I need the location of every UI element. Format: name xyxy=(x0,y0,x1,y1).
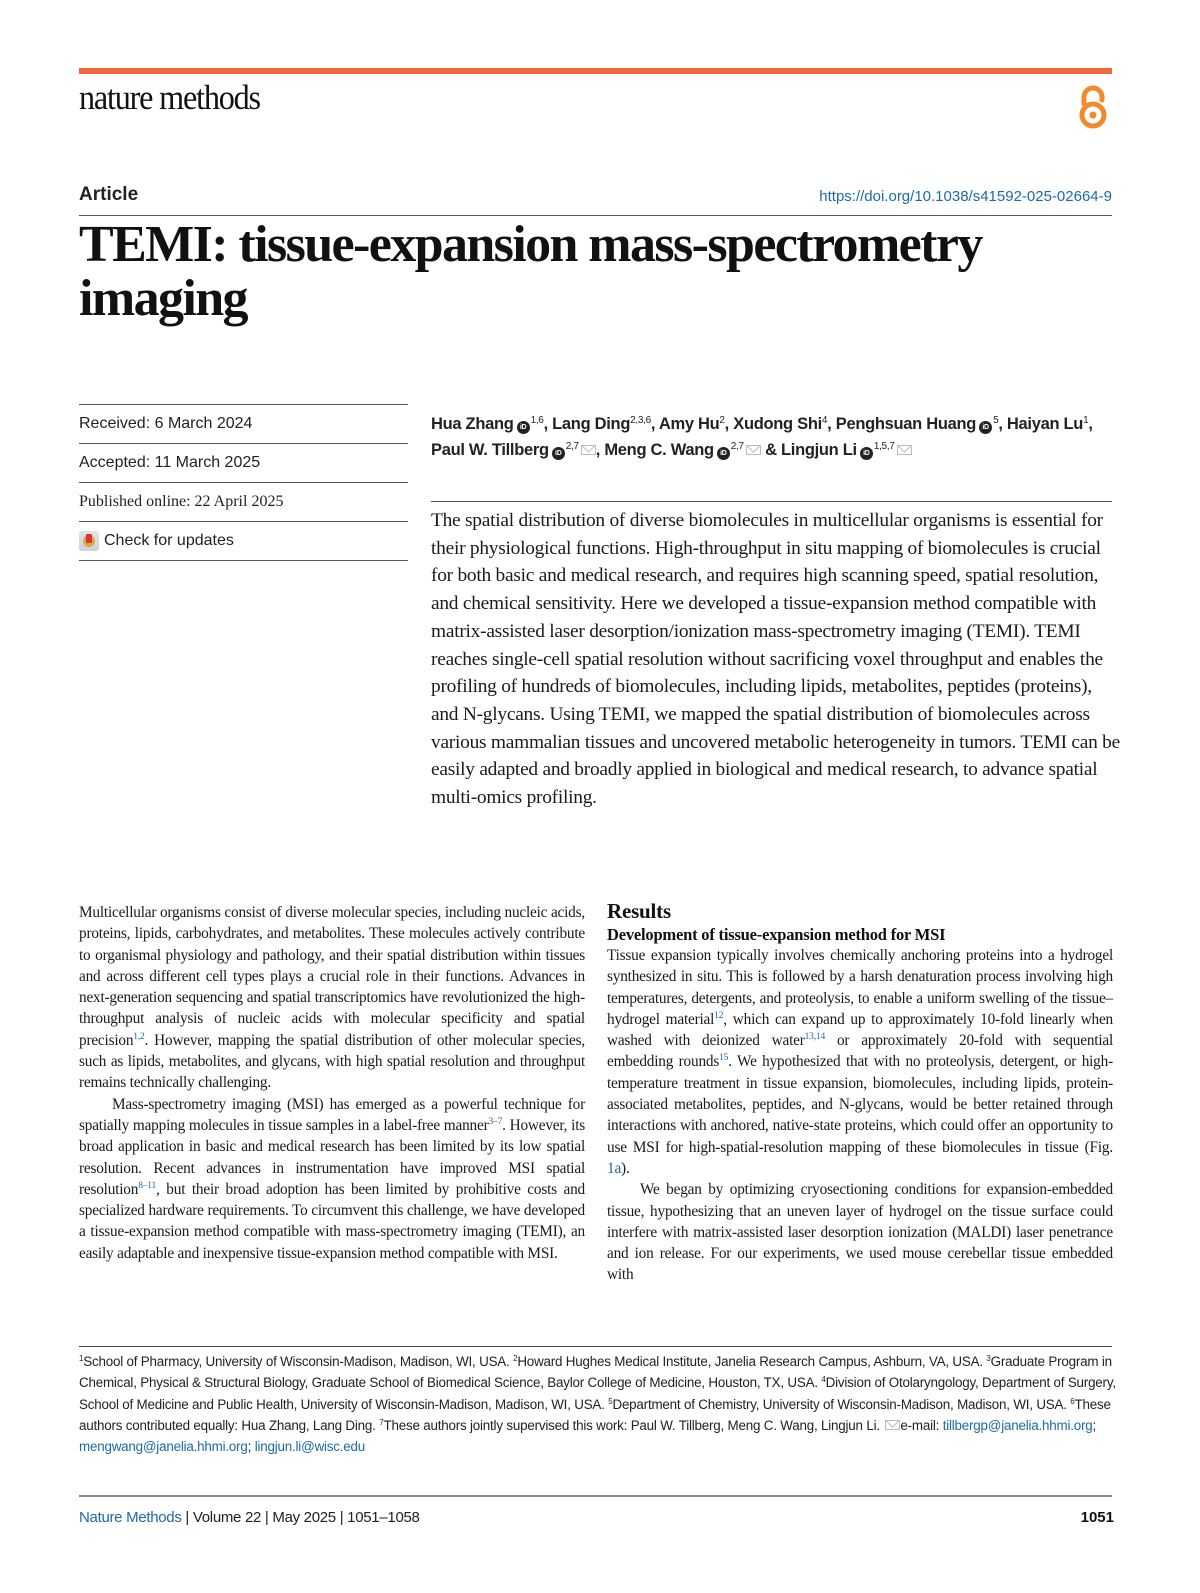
email-icon[interactable] xyxy=(746,445,761,455)
affiliation-ref: 1,6 xyxy=(530,415,544,426)
author[interactable]: Lingjun Li xyxy=(781,441,857,459)
affiliation-ref: 5 xyxy=(993,415,999,426)
author-separator: , xyxy=(998,415,1007,433)
orcid-icon[interactable]: iD xyxy=(552,447,565,460)
results-column xyxy=(607,898,1113,1286)
article-type: Article xyxy=(79,184,139,205)
page-number: 1051 xyxy=(1080,1509,1114,1526)
author[interactable]: Amy Hu xyxy=(658,415,720,433)
received-date: Received: 6 March 2024 xyxy=(79,404,408,443)
author-separator: , xyxy=(827,415,836,433)
section-heading: Results xyxy=(607,899,671,923)
email-icon xyxy=(885,1420,900,1430)
author-separator: , xyxy=(650,415,659,433)
journal-accent-bar xyxy=(79,68,1112,74)
introduction-column xyxy=(79,902,585,1264)
divider xyxy=(431,501,1112,502)
open-access-lock-icon xyxy=(1076,84,1110,130)
divider xyxy=(79,1495,1112,1497)
subsection-heading: Development of tissue-expansion method for MSI xyxy=(607,925,946,944)
author[interactable]: Lang Ding xyxy=(552,415,631,433)
divider xyxy=(79,1346,1112,1347)
author[interactable]: Haiyan Lu xyxy=(1006,415,1084,433)
affiliation-ref: 1 xyxy=(1083,415,1089,426)
doi-link[interactable]: https://doi.org/10.1038/s41592-025-02664-9 xyxy=(819,188,1112,205)
author-separator: , xyxy=(595,441,605,459)
orcid-icon[interactable]: iD xyxy=(860,447,873,460)
abstract: The spatial distribution of diverse biomolecules in multicellular organisms is essential for their physiological functions. High-throughput in situ mapping of biomolecules is crucial for both basic and medical research, and requires high scanning speed, spatial resolution, and chemical sensitivity. Here we developed a tissue-expansion method compatible with matrix-assisted laser desorption/ionization mass-spectrometry imaging (TEMI). TEMI reaches single-cell spatial resolution without sacrificing voxel throughput and enables the profiling of hundreds of biomolecules, including lipids, metabolites, peptides (proteins), and N-glycans. Using TEMI, we mapped the spatial distribution of biomolecules across various mammalian tissues and uncovered metabolic heterogeneity in tumors. TEMI can be easily adapted and broadly applied in biological and medical research, to advance spatial multi-omics profiling. xyxy=(431,510,1120,809)
email-icon[interactable] xyxy=(897,445,912,455)
author[interactable]: Xudong Shi xyxy=(733,415,822,433)
check-updates-label: Check for updates xyxy=(104,532,234,549)
author-list xyxy=(431,411,1121,463)
citation-link[interactable]: 8–11 xyxy=(138,1180,157,1191)
email-link[interactable]: lingjun.li@wisc.edu xyxy=(254,1439,365,1455)
publication-dates xyxy=(79,404,408,561)
intro-paragraph: Mass-spectrometry imaging (MSI) has emerged as a powerful technique for spatially mapping molecules in tissue samples in a label-free manner$^{3-7}$. However, its broad application in basic and medical research has been limited by its low spatial resolution. Recent advances in instrumentation have improved MSI spatial resolution$^{8-11}$, but their broad adoption has been limited by prohibitive costs and specialized hardware requirements. To circumvent this challenge, we have developed a tissue-expansion method compatible with mass-spectrometry imaging (TEMI), an easily adaptable and inexpensive tissue-expansion method compatible with MSI. xyxy=(79,1095,585,1262)
affiliations: $^1$School of Pharmacy, University of Wisconsin-Madison, Madison, WI, USA. $^2$Howard Hughes Medical Institute, Janelia Research Campus, Ashburn, VA, USA. $^3$Graduate Program in Chemical, Physical & Structural Biology, Graduate School of Biomedical Science, Baylor College of Medicine, Houston, TX, USA. $^4$Division of Otolaryngology, Department of Surgery, School of Medicine and Public Health, University of Wisconsin-Madison, Madison, WI, USA. $^5$Department of Chemistry, University of Wisconsin-Madison, Madison, WI, USA. $^6$These authors contributed equally: Hua Zhang, Lang Ding. $^7$These authors jointly supervised this work: Paul W. Tillberg, Meng C. Wang, Lingjun Li. e-mail: tillbergp@janelia.hhmi.org; mengwang@janelia.hhmi.org; lingjun.li@wisc.edu xyxy=(79,1354,1116,1455)
author[interactable]: Hua Zhang xyxy=(431,415,514,433)
author-separator: , xyxy=(724,415,734,433)
email-icon[interactable] xyxy=(581,445,596,455)
footer-citation: Nature Methods | Volume 22 | May 2025 | 1051–1058 xyxy=(79,1509,420,1526)
affiliation-ref: 1,5,7 xyxy=(873,441,895,452)
author[interactable]: Penghsuan Huang xyxy=(835,415,977,433)
citation-link[interactable]: 1,2 xyxy=(133,1031,145,1042)
check-updates-icon xyxy=(79,531,99,551)
author-separator: & xyxy=(760,441,781,459)
results-paragraph: Tissue expansion typically involves chemically anchoring proteins into a hydrogel synthesized in situ. This is followed by a harsh denaturation process involving high temperatures, detergents, and proteolysis, to enable a uniform swelling of the tissue–hydrogel material$^{12}$, which can expand up to approximately 10-fold linearly when washed with deionized water$^{13,14}$ or approximately 20-fold with sequential embedding rounds$^{15}$. We hypothesized that with no proteolysis, detergent, or high-temperature treatment in tissue expansion, biomolecules, including lipids, protein-associated metabolites, peptides, and N-glycans, would be better retained through interactions with anchored, native-state proteins, which could offer an opportunity to use MSI for high-spatial-resolution mapping of these biomolecules in tissue (Fig. 1a). xyxy=(607,947,1114,1177)
journal-logo: nature methods xyxy=(79,78,260,117)
citation-link[interactable]: 13,14 xyxy=(804,1032,826,1043)
author-separator: , xyxy=(543,415,553,433)
affiliation-ref: 2,3,6 xyxy=(630,415,651,426)
email-link[interactable]: mengwang@janelia.hhmi.org xyxy=(79,1439,248,1455)
journal-link[interactable]: Nature Methods xyxy=(79,1509,182,1526)
citation-link[interactable]: 3–7 xyxy=(488,1116,503,1127)
intro-paragraph: Multicellular organisms consist of diverse molecular species, including nucleic acids, proteins, lipids, carbohydrates, and metabolites. These molecules actively contribute to organismal physiology and pathology, and their spatial distribution within tissues and across different cell types plays a crucial role in their functions. Advances in next-generation sequencing and spatial transcriptomics have revolutionized the high-throughput analysis of nucleic acids with molecular specificity and spatial precision$^{1,2}$. However, mapping the spatial distribution of other molecular species, such as lipids, metabolites, and glycans, with high spatial resolution and throughput remains technically challenging. xyxy=(79,904,585,1092)
author[interactable]: Paul W. Tillberg xyxy=(431,441,549,459)
author[interactable]: Meng C. Wang xyxy=(604,441,714,459)
affiliation-ref: 2,7 xyxy=(730,441,744,452)
results-paragraph: We began by optimizing cryosectioning conditions for expansion-embedded tissue, hypothesizing that an uneven layer of hydrogel on the tissue surface could interfere with matrix-assisted laser desorption ionization (MALDI) laser penetrance and ion release. For our experiments, we used mouse cerebellar tissue embedded with xyxy=(607,1181,1113,1284)
published-date: Published online: 22 April 2025 xyxy=(79,482,408,521)
orcid-icon[interactable]: iD xyxy=(717,447,730,460)
citation-link[interactable]: 12 xyxy=(714,1010,724,1021)
figure-link[interactable]: 1a xyxy=(607,1159,622,1177)
orcid-icon[interactable]: iD xyxy=(979,421,992,434)
email-link[interactable]: tillbergp@janelia.hhmi.org xyxy=(942,1417,1093,1433)
affiliation-ref: 2,7 xyxy=(565,441,579,452)
orcid-icon[interactable]: iD xyxy=(517,421,530,434)
citation-link[interactable]: 15 xyxy=(719,1053,729,1064)
author-separator: , xyxy=(1088,415,1093,433)
accepted-date: Accepted: 11 March 2025 xyxy=(79,443,408,482)
affiliation-ref: 2 xyxy=(719,415,725,426)
check-for-updates-button[interactable] xyxy=(79,521,408,561)
affiliation-ref: 4 xyxy=(821,415,828,426)
article-title: TEMI: tissue-expansion mass-spectrometry imaging xyxy=(79,216,982,327)
